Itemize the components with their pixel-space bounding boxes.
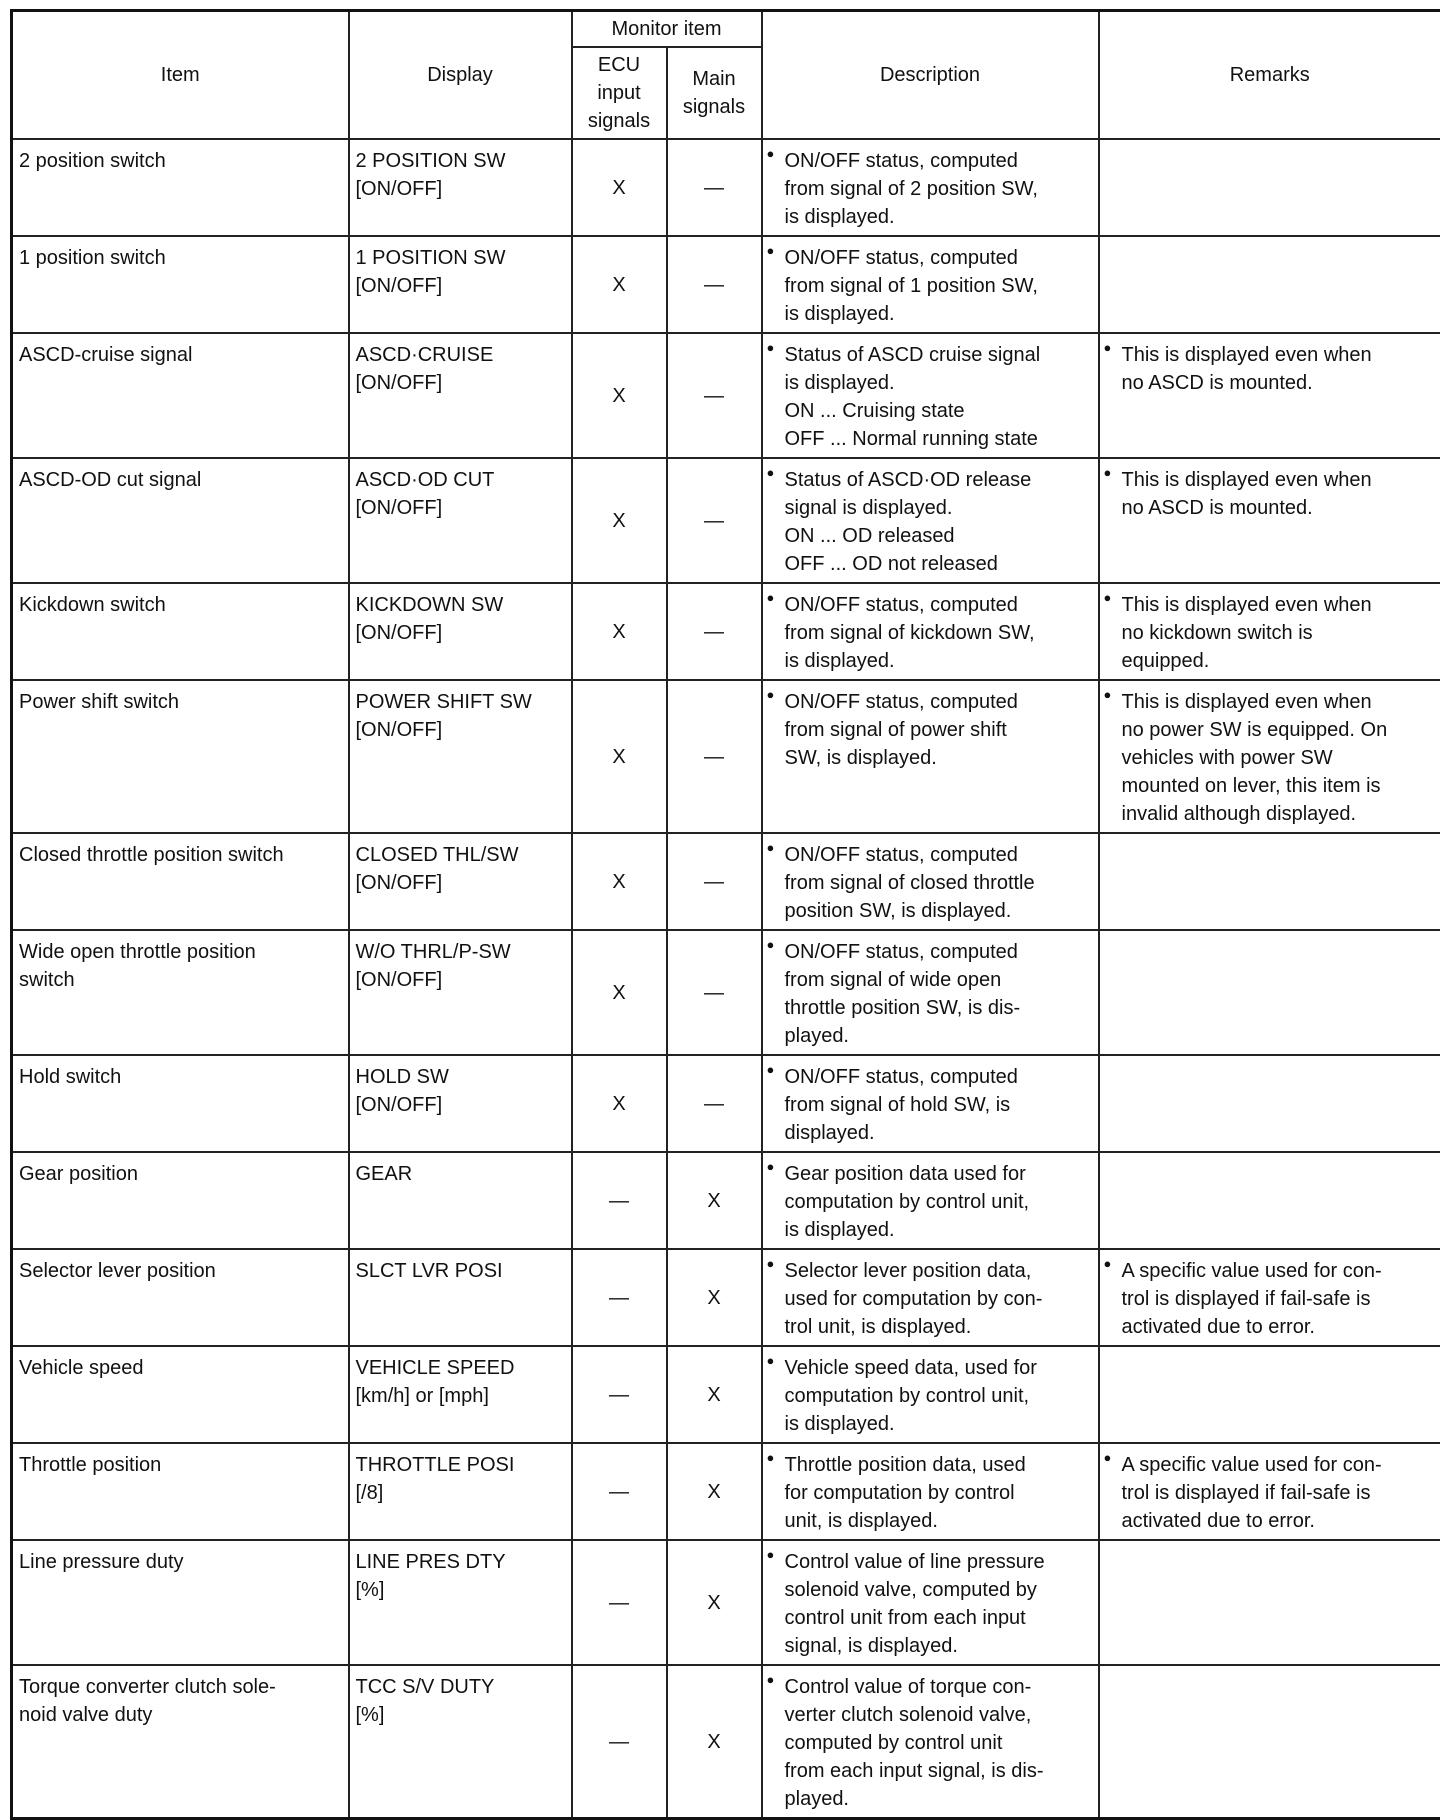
cell-display: KICKDOWN SW [ON/OFF] bbox=[349, 583, 572, 680]
cell-description: ● Status of ASCD·OD release signal is displayed. ON ... OD released OFF ... OD not released bbox=[762, 458, 1099, 583]
table-row bbox=[12, 1443, 1440, 1540]
cell-remarks: ● A specific value used for con- trol is displayed if fail-safe is activated due to error. bbox=[1099, 1249, 1440, 1346]
cell-main-signal-mark: X bbox=[667, 1152, 762, 1249]
cell-description: ● Vehicle speed data, used for computation by control unit, is displayed. bbox=[762, 1346, 1099, 1443]
cell-item: Vehicle speed bbox=[12, 1346, 349, 1443]
cell-main-signal-mark: X bbox=[667, 1249, 762, 1346]
cell-display: 2 POSITION SW [ON/OFF] bbox=[349, 139, 572, 236]
cell-main-signal-mark: — bbox=[667, 458, 762, 583]
cell-description: ● Selector lever position data, used for computation by con- trol unit, is displayed. bbox=[762, 1249, 1099, 1346]
cell-main-signal-mark: — bbox=[667, 1055, 762, 1152]
cell-item: Wide open throttle position switch bbox=[12, 930, 349, 1055]
cell-item: Throttle position bbox=[12, 1443, 349, 1540]
cell-description: ● ON/OFF status, computed from signal of 2 position SW, is displayed. bbox=[762, 139, 1099, 236]
cell-display: ASCD·CRUISE [ON/OFF] bbox=[349, 333, 572, 458]
header-main-signals: Main signals bbox=[667, 47, 762, 139]
cell-ecu-input-mark: — bbox=[572, 1665, 667, 1819]
cell-description: ● ON/OFF status, computed from signal of hold SW, is displayed. bbox=[762, 1055, 1099, 1152]
cell-display: HOLD SW [ON/OFF] bbox=[349, 1055, 572, 1152]
cell-main-signal-mark: — bbox=[667, 930, 762, 1055]
cell-remarks bbox=[1099, 1665, 1440, 1819]
cell-display: GEAR bbox=[349, 1152, 572, 1249]
cell-remarks: ● This is displayed even when no kickdown switch is equipped. bbox=[1099, 583, 1440, 680]
cell-main-signal-mark: — bbox=[667, 833, 762, 930]
cell-ecu-input-mark: X bbox=[572, 1055, 667, 1152]
cell-item: Kickdown switch bbox=[12, 583, 349, 680]
cell-display: TCC S/V DUTY [%] bbox=[349, 1665, 572, 1819]
table-row bbox=[12, 680, 1440, 833]
table-body bbox=[12, 139, 1440, 1819]
table-row bbox=[12, 236, 1440, 333]
cell-ecu-input-mark: — bbox=[572, 1443, 667, 1540]
cell-main-signal-mark: X bbox=[667, 1540, 762, 1665]
table-row bbox=[12, 1152, 1440, 1249]
cell-remarks: ● A specific value used for con- trol is displayed if fail-safe is activated due to error. bbox=[1099, 1443, 1440, 1540]
monitor-item-table-sheet bbox=[10, 9, 1440, 1820]
cell-description: ● Throttle position data, used for computation by control unit, is displayed. bbox=[762, 1443, 1099, 1540]
header-remarks: Remarks bbox=[1099, 11, 1440, 140]
cell-ecu-input-mark: X bbox=[572, 930, 667, 1055]
cell-ecu-input-mark: X bbox=[572, 139, 667, 236]
cell-main-signal-mark: X bbox=[667, 1665, 762, 1819]
cell-ecu-input-mark: X bbox=[572, 333, 667, 458]
cell-item: 1 position switch bbox=[12, 236, 349, 333]
cell-display: 1 POSITION SW [ON/OFF] bbox=[349, 236, 572, 333]
cell-description: ● Gear position data used for computation by control unit, is displayed. bbox=[762, 1152, 1099, 1249]
cell-description: ● ON/OFF status, computed from signal of 1 position SW, is displayed. bbox=[762, 236, 1099, 333]
header-monitor-item: Monitor item bbox=[572, 11, 762, 48]
cell-display: W/O THRL/P-SW [ON/OFF] bbox=[349, 930, 572, 1055]
table-row bbox=[12, 139, 1440, 236]
cell-description: ● Status of ASCD cruise signal is displayed. ON ... Cruising state OFF ... Normal running state bbox=[762, 333, 1099, 458]
cell-description: ● Control value of torque con- verter clutch solenoid valve, computed by control unit from each input signal, is dis- played. bbox=[762, 1665, 1099, 1819]
header-display: Display bbox=[349, 11, 572, 140]
cell-ecu-input-mark: — bbox=[572, 1152, 667, 1249]
cell-main-signal-mark: X bbox=[667, 1346, 762, 1443]
cell-ecu-input-mark: — bbox=[572, 1346, 667, 1443]
cell-item: ASCD-cruise signal bbox=[12, 333, 349, 458]
cell-description: ● ON/OFF status, computed from signal of power shift SW, is displayed. bbox=[762, 680, 1099, 833]
cell-remarks: ● This is displayed even when no power SW is equipped. On vehicles with power SW mounted on lever, this item is invalid although displayed. bbox=[1099, 680, 1440, 833]
cell-item: Line pressure duty bbox=[12, 1540, 349, 1665]
cell-description: ● ON/OFF status, computed from signal of kickdown SW, is displayed. bbox=[762, 583, 1099, 680]
table-header bbox=[12, 11, 1440, 140]
cell-remarks bbox=[1099, 1540, 1440, 1665]
monitor-item-table bbox=[10, 9, 1440, 1820]
cell-main-signal-mark: X bbox=[667, 1443, 762, 1540]
cell-item: Closed throttle position switch bbox=[12, 833, 349, 930]
cell-description: ● Control value of line pressure solenoid valve, computed by control unit from each input signal, is displayed. bbox=[762, 1540, 1099, 1665]
cell-item: 2 position switch bbox=[12, 139, 349, 236]
table-row bbox=[12, 1346, 1440, 1443]
cell-display: ASCD·OD CUT [ON/OFF] bbox=[349, 458, 572, 583]
header-description: Description bbox=[762, 11, 1099, 140]
cell-main-signal-mark: — bbox=[667, 333, 762, 458]
cell-ecu-input-mark: X bbox=[572, 583, 667, 680]
cell-remarks bbox=[1099, 139, 1440, 236]
cell-ecu-input-mark: X bbox=[572, 236, 667, 333]
cell-display: VEHICLE SPEED [km/h] or [mph] bbox=[349, 1346, 572, 1443]
cell-ecu-input-mark: X bbox=[572, 680, 667, 833]
cell-remarks bbox=[1099, 1346, 1440, 1443]
cell-main-signal-mark: — bbox=[667, 680, 762, 833]
cell-main-signal-mark: — bbox=[667, 236, 762, 333]
table-row bbox=[12, 1665, 1440, 1819]
cell-item: Gear position bbox=[12, 1152, 349, 1249]
table-row bbox=[12, 1249, 1440, 1346]
cell-ecu-input-mark: X bbox=[572, 833, 667, 930]
cell-remarks: ● This is displayed even when no ASCD is mounted. bbox=[1099, 333, 1440, 458]
cell-item: Hold switch bbox=[12, 1055, 349, 1152]
cell-description: ● ON/OFF status, computed from signal of closed throttle position SW, is displayed. bbox=[762, 833, 1099, 930]
table-row bbox=[12, 458, 1440, 583]
header-item: Item bbox=[12, 11, 349, 140]
cell-remarks bbox=[1099, 1055, 1440, 1152]
table-row bbox=[12, 1540, 1440, 1665]
cell-main-signal-mark: — bbox=[667, 139, 762, 236]
cell-ecu-input-mark: — bbox=[572, 1540, 667, 1665]
cell-item: Selector lever position bbox=[12, 1249, 349, 1346]
cell-item: Torque converter clutch sole- noid valve duty bbox=[12, 1665, 349, 1819]
cell-remarks bbox=[1099, 236, 1440, 333]
cell-description: ● ON/OFF status, computed from signal of wide open throttle position SW, is dis- played. bbox=[762, 930, 1099, 1055]
cell-remarks: ● This is displayed even when no ASCD is mounted. bbox=[1099, 458, 1440, 583]
cell-display: POWER SHIFT SW [ON/OFF] bbox=[349, 680, 572, 833]
table-row bbox=[12, 333, 1440, 458]
cell-display: SLCT LVR POSI bbox=[349, 1249, 572, 1346]
cell-ecu-input-mark: — bbox=[572, 1249, 667, 1346]
cell-item: Power shift switch bbox=[12, 680, 349, 833]
table-row bbox=[12, 833, 1440, 930]
cell-display: THROTTLE POSI [/8] bbox=[349, 1443, 572, 1540]
cell-display: CLOSED THL/SW [ON/OFF] bbox=[349, 833, 572, 930]
cell-remarks bbox=[1099, 833, 1440, 930]
cell-remarks bbox=[1099, 1152, 1440, 1249]
table-row bbox=[12, 583, 1440, 680]
table-row bbox=[12, 1055, 1440, 1152]
cell-display: LINE PRES DTY [%] bbox=[349, 1540, 572, 1665]
table-row bbox=[12, 930, 1440, 1055]
cell-main-signal-mark: — bbox=[667, 583, 762, 680]
cell-remarks bbox=[1099, 930, 1440, 1055]
header-ecu-input-signals: ECU input signals bbox=[572, 47, 667, 139]
cell-item: ASCD-OD cut signal bbox=[12, 458, 349, 583]
cell-ecu-input-mark: X bbox=[572, 458, 667, 583]
